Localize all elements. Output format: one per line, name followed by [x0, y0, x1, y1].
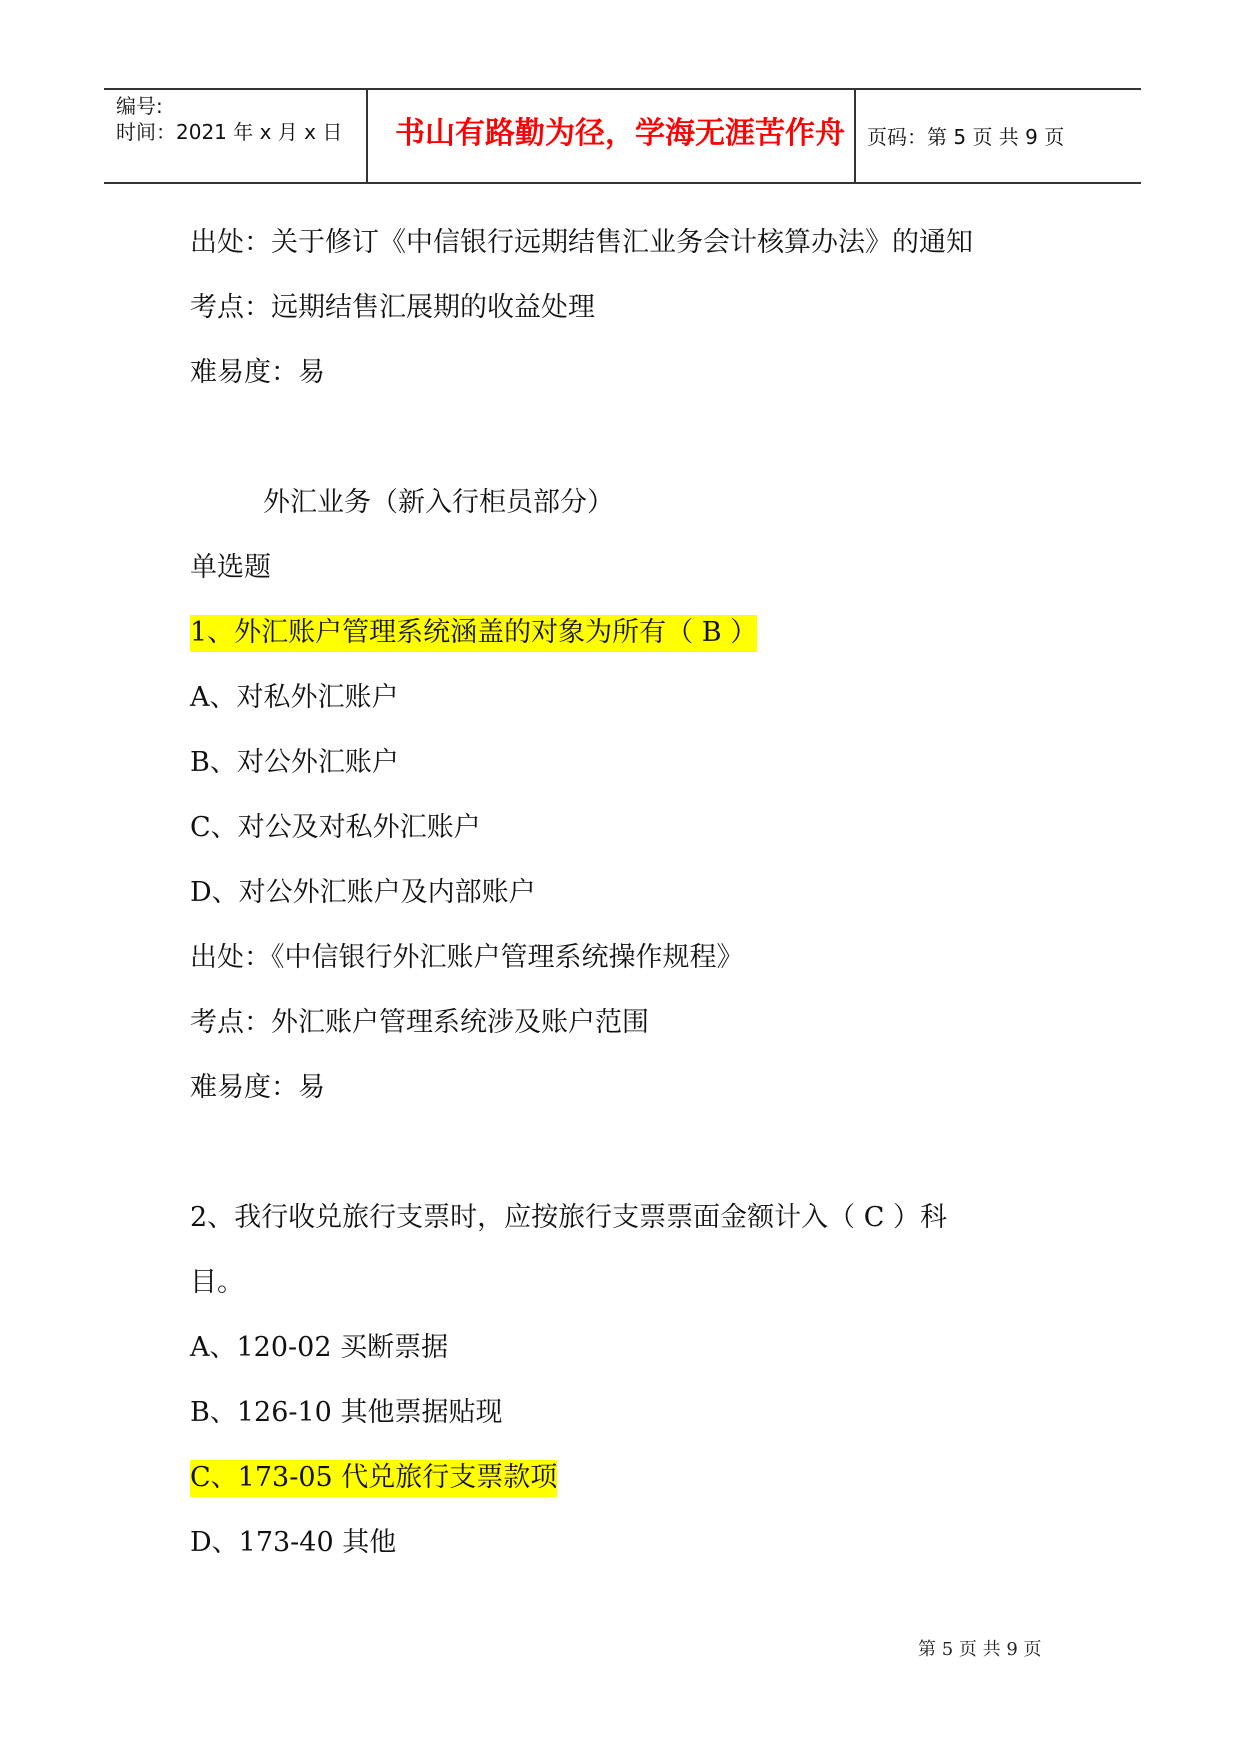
footer-page-number: 第 5 页 共 9 页 — [918, 1639, 1042, 1660]
option-c — [190, 1464, 557, 1491]
option-d: D、173-40 其他 — [190, 1527, 397, 1558]
difficulty-line: 难易度：易 — [190, 1072, 325, 1103]
option-a: A、对私外汇账户 — [190, 682, 399, 713]
header-divider-left — [366, 88, 368, 184]
header-bottom-rule — [104, 182, 1141, 184]
time-label: 时间：2021 年 x 月 x 日 — [116, 120, 343, 144]
header-top-rule — [104, 88, 1141, 90]
question-type: 单选题 — [190, 552, 271, 583]
option-c-highlight: C、173-05 代兑旅行支票款项 — [190, 1460, 557, 1497]
difficulty-line: 难易度：易 — [190, 357, 325, 388]
question-2: 2、我行收兑旅行支票时，应按旅行支票票面金额计入（ C ）科 — [190, 1202, 948, 1233]
serial-label: 编号: — [116, 94, 163, 118]
key-point-line: 考点：外汇账户管理系统涉及账户范围 — [190, 1007, 649, 1038]
source-line: 出处：关于修订《中信银行远期结售汇业务会计核算办法》的通知 — [190, 227, 973, 258]
question-1-highlight: 1、外汇账户管理系统涵盖的对象为所有（ B ） — [190, 615, 757, 652]
option-d: D、对公外汇账户及内部账户 — [190, 877, 536, 908]
header-divider-right — [854, 88, 856, 184]
question-2-continued: 目。 — [190, 1267, 244, 1298]
option-b: B、126-10 其他票据贴现 — [190, 1397, 503, 1428]
header-page-info: 页码：第 5 页 共 9 页 — [867, 125, 1065, 149]
section-title: 外汇业务（新入行柜员部分） — [263, 487, 614, 518]
option-b: B、对公外汇账户 — [190, 747, 399, 778]
motto: 书山有路勤为径，学海无涯苦作舟 — [395, 116, 845, 151]
question-1 — [190, 619, 757, 646]
key-point-line: 考点：远期结售汇展期的收益处理 — [190, 292, 595, 323]
option-a: A、120-02 买断票据 — [190, 1332, 449, 1363]
option-c: C、对公及对私外汇账户 — [190, 812, 481, 843]
source-line: 出处：《中信银行外汇账户管理系统操作规程》 — [190, 942, 744, 973]
